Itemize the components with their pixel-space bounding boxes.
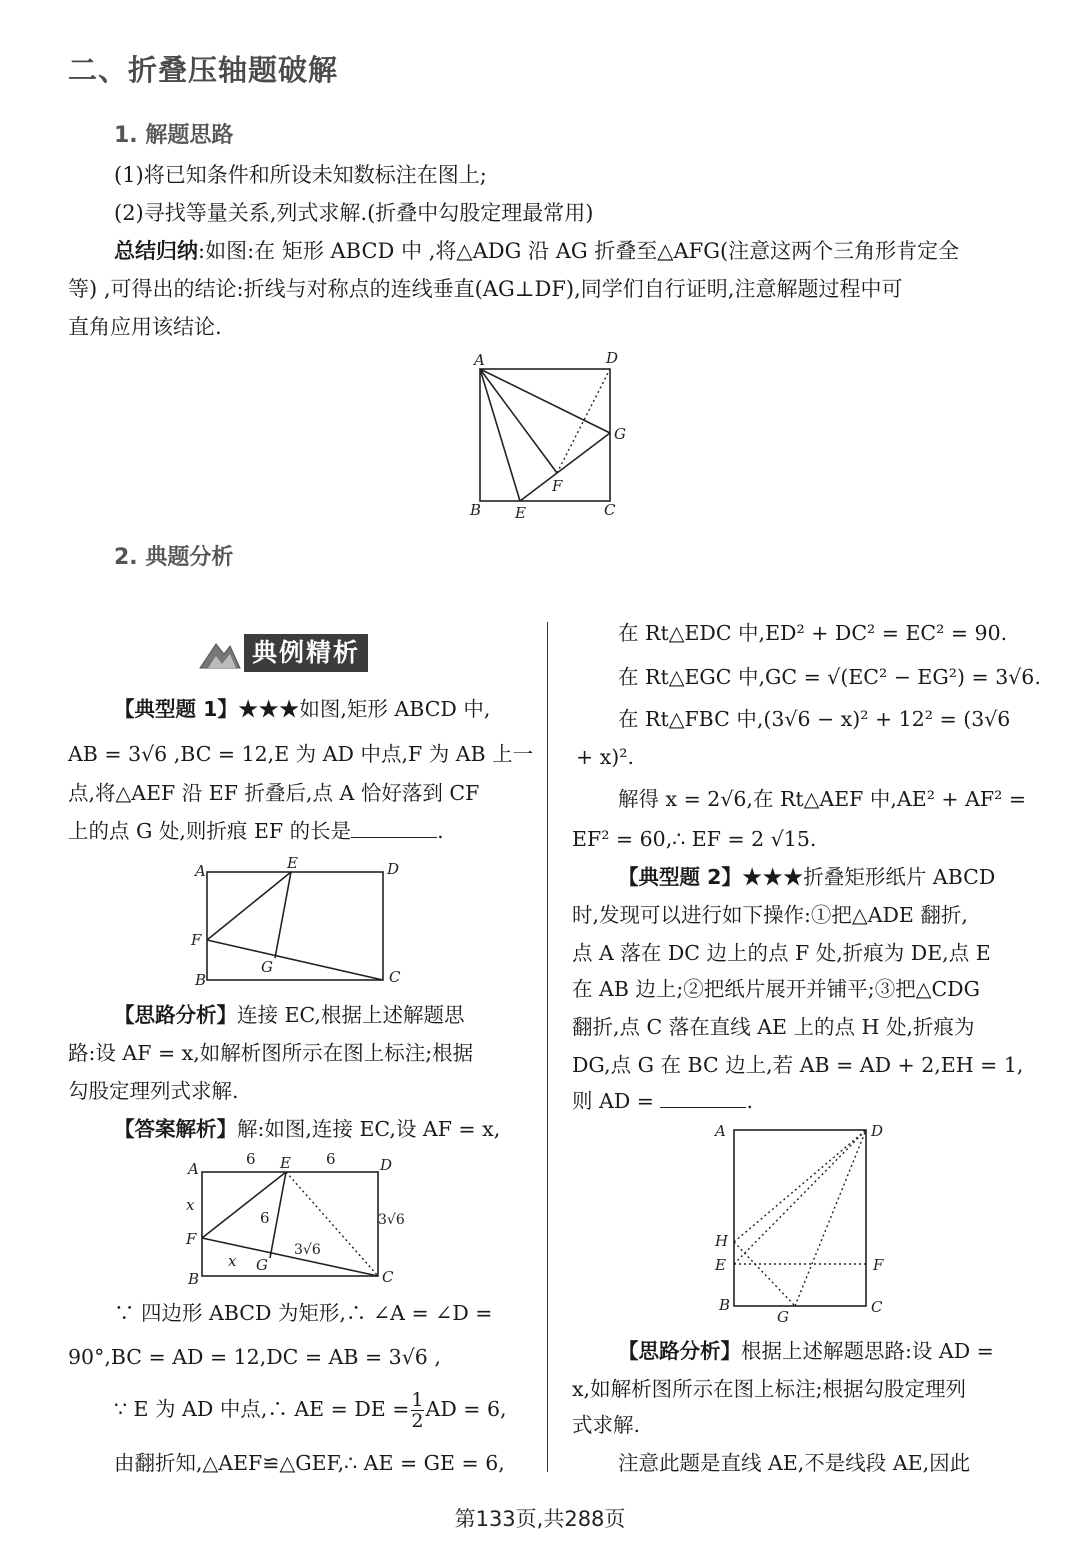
fig2-three-root6-middle: 3√6	[294, 1242, 321, 1258]
q1-period: .	[437, 819, 444, 843]
fig1-label-d: D	[387, 860, 400, 878]
mountain-icon	[198, 634, 242, 672]
q1-solution-figure	[180, 1148, 420, 1288]
fig1-label-g: G	[261, 958, 273, 976]
q1-text-1: 如图,矩形 ABCD 中,	[299, 697, 491, 721]
fig2-label-c: C	[382, 1268, 394, 1286]
fraction-numerator: 1	[411, 1389, 424, 1411]
right-line-4: + x)².	[576, 745, 634, 769]
q1-line-1	[114, 690, 490, 728]
label-e: E	[515, 504, 526, 522]
segment-df-dotted	[557, 369, 610, 473]
fig1-label-f: F	[191, 931, 202, 949]
summary-line-1	[114, 232, 959, 270]
fig2-six-middle: 6	[260, 1209, 270, 1227]
q2-line-1	[618, 858, 995, 896]
q2-note: 注意此题是直线 AE,不是线段 AE,因此	[618, 1451, 971, 1475]
summary-line-2: 等) ,可得出的结论:折线与对称点的连线垂直(AG⊥DF),同学们自行证明,注意解题过程中可	[68, 277, 903, 301]
q2-line-4: 在 AB 边上;②把纸片展开并铺平;③把△CDG	[572, 977, 980, 1001]
fig3-label-c: C	[871, 1298, 883, 1316]
q1-analysis-line-2: 路:设 AF = x,如解析图所示在图上标注;根据	[68, 1041, 474, 1065]
fig3-label-b: B	[719, 1296, 731, 1314]
fig2-label-f: F	[186, 1230, 197, 1248]
step-2: (2)寻找等量关系,列式求解.(折叠中勾股定理最常用)	[114, 201, 594, 225]
fig2-x-bottom: x	[228, 1252, 237, 1270]
right-line-2: 在 Rt△EGC 中,GC = √(EC² − EG²) = 3√6.	[618, 665, 1041, 689]
solution-text-3a: ∵ E 为 AD 中点,∴ AE = DE =	[114, 1397, 410, 1421]
column-divider	[547, 622, 548, 1472]
label-b: B	[470, 501, 482, 519]
step-1: (1)将已知条件和所设未知数标注在图上;	[114, 163, 487, 187]
q1-solution-line-4: 由翻折知,△AEF≌△GEF,∴ AE = GE = 6,	[114, 1451, 505, 1475]
analysis-tag: 【思路分析】	[114, 1003, 237, 1027]
segment-ae	[480, 369, 520, 501]
label-g: G	[614, 425, 626, 443]
answer-tag: 【答案解析】	[114, 1117, 237, 1141]
banner-title: 典例精析	[244, 634, 368, 672]
q2-analysis-line-2: x,如解析图所示在图上标注;根据勾股定理列	[572, 1377, 966, 1401]
q2-text-1: 折叠矩形纸片 ABCD	[803, 865, 996, 889]
banner	[198, 634, 361, 672]
fraction-denominator: 2	[411, 1410, 424, 1432]
summary-label: 总结归纳	[114, 239, 198, 263]
label-f: F	[552, 477, 563, 495]
solution-text-3b: AD = 6,	[425, 1397, 507, 1421]
segment-af	[480, 369, 557, 473]
q2-line-7	[572, 1082, 753, 1120]
fig2-label-e: E	[280, 1154, 291, 1172]
answer-blank	[351, 819, 437, 838]
q1-line-4	[68, 812, 444, 850]
q2-answer-blank	[660, 1089, 746, 1108]
fig3-label-h: H	[715, 1232, 729, 1250]
segment-fg	[557, 433, 610, 473]
fig2-label-b: B	[188, 1270, 200, 1288]
summary-text-1: :如图:在 矩形 ABCD 中 ,将△ADG 沿 AG 折叠至△AFG(注意这两个三角形肯定全	[198, 239, 960, 263]
q1-solution-line-2: 90°,BC = AD = 12,DC = AB = 3√6 ,	[68, 1345, 441, 1369]
part2-heading: 2. 典题分析	[114, 545, 234, 570]
q2-period: .	[746, 1089, 754, 1113]
fraction-one-half	[411, 1390, 423, 1431]
q2-analysis-text-1: 根据上述解题思路:设 AD =	[741, 1339, 994, 1363]
q1-line-3: 点,将△AEF 沿 EF 折叠后,点 A 恰好落到 CF	[68, 781, 480, 805]
fig3-label-f: F	[873, 1256, 884, 1274]
q1-answer-line-1	[114, 1110, 500, 1148]
q2-line-5: 翻折,点 C 落在直线 AE 上的点 H 处,折痕为	[572, 1015, 975, 1039]
q2-stars: ★★★	[741, 865, 804, 889]
q2-text-7: 则 AD =	[572, 1089, 654, 1113]
q1-analysis-line-1	[114, 996, 464, 1034]
q1-line-2: AB = 3√6 ,BC = 12,E 为 AD 中点,F 为 AB 上一	[68, 742, 534, 766]
q1-analysis-line-3: 勾股定理列式求解.	[68, 1079, 239, 1103]
label-d: D	[606, 349, 619, 367]
fig3-label-g: G	[777, 1308, 789, 1326]
part1-heading: 1. 解题思路	[114, 123, 234, 148]
label-c: C	[604, 501, 616, 519]
fig2-label-g: G	[256, 1256, 268, 1274]
q1-figure	[185, 852, 415, 988]
segment-ag	[480, 369, 610, 433]
right-line-3: 在 Rt△FBC 中,(3√6 − x)² + 12² = (3√6	[618, 707, 1011, 731]
fig1-label-e: E	[287, 854, 298, 872]
fig2-six-top-right: 6	[326, 1150, 336, 1168]
q2-tag: 【典型题 2】	[618, 865, 742, 889]
summary-figure	[460, 345, 640, 525]
right-line-6: EF² = 60,∴ EF = 2 √15.	[572, 827, 817, 851]
fig3-label-e: E	[715, 1256, 726, 1274]
q1-solution-line-3	[114, 1390, 507, 1431]
right-line-1: 在 Rt△EDC 中,ED² + DC² = EC² = 90.	[618, 621, 1008, 645]
q2-analysis-tag: 【思路分析】	[618, 1339, 741, 1363]
q1-text-4: 上的点 G 处,则折痕 EF 的长是	[68, 819, 352, 843]
fig2-label-a: A	[188, 1160, 199, 1178]
q2-analysis-line-3: 式求解.	[572, 1413, 641, 1437]
page-footer: 第133页,共288页	[454, 1507, 626, 1531]
q2-analysis-line-1	[618, 1332, 994, 1370]
fig3-label-d: D	[871, 1122, 884, 1140]
right-line-5: 解得 x = 2√6,在 Rt△AEF 中,AE² + AF² =	[618, 787, 1027, 811]
fig2-three-root6-right: 3√6	[378, 1212, 405, 1228]
q1-tag: 【典型题 1】	[114, 697, 238, 721]
q2-line-3: 点 A 落在 DC 边上的点 F 处,折痕为 DE,点 E	[572, 941, 991, 965]
label-a: A	[474, 351, 485, 369]
fig1-label-b: B	[195, 971, 207, 988]
fig2-x-left: x	[186, 1196, 195, 1214]
fig2-six-top-left: 6	[246, 1150, 256, 1168]
fig1-label-c: C	[389, 968, 401, 986]
fig2-label-d: D	[380, 1156, 393, 1174]
analysis-text-1: 连接 EC,根据上述解题思	[237, 1003, 465, 1027]
fig3-label-a: A	[715, 1122, 726, 1140]
answer-text-1: 解:如图,连接 EC,设 AF = x,	[237, 1117, 501, 1141]
q1-solution-line-1: ∵ 四边形 ABCD 为矩形,∴ ∠A = ∠D =	[114, 1301, 493, 1325]
summary-line-3: 直角应用该结论.	[68, 315, 222, 339]
q2-line-6: DG,点 G 在 BC 边上,若 AB = AD + 2,EH = 1,	[572, 1053, 1024, 1077]
fig1-label-a: A	[195, 862, 206, 880]
q2-figure	[705, 1118, 905, 1328]
section-title: 二、折叠压轴题破解	[68, 53, 339, 87]
q2-line-2: 时,发现可以进行如下操作:①把△ADE 翻折,	[572, 903, 968, 927]
q1-stars: ★★★	[237, 697, 300, 721]
